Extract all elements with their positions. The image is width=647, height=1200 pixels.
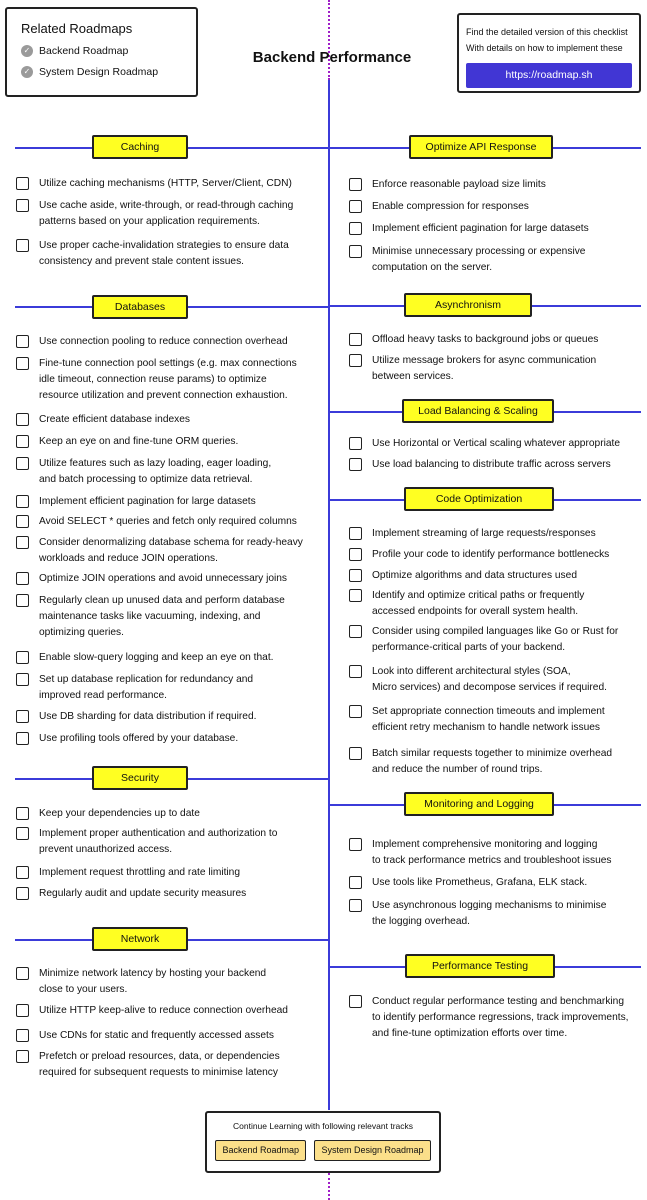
checklist-item — [349, 746, 612, 778]
checkbox[interactable] — [16, 515, 29, 528]
checkbox[interactable] — [16, 673, 29, 686]
item-text: Implement proper authentication and authorization to prevent unauthorized access. — [39, 828, 278, 855]
checkbox[interactable] — [349, 437, 362, 450]
checklist-item — [16, 334, 288, 350]
checkbox[interactable] — [16, 887, 29, 900]
item-text: Use profiling tools offered by your database. — [39, 733, 239, 744]
checkbox[interactable] — [16, 177, 29, 190]
checklist-item — [16, 826, 277, 858]
item-text: Utilize HTTP keep-alive to reduce connection overhead — [39, 1005, 288, 1016]
check-circle-icon: ✓ — [21, 45, 33, 57]
checklist-item — [16, 650, 273, 666]
checkbox[interactable] — [349, 200, 362, 213]
checkbox[interactable] — [16, 199, 29, 212]
checkbox[interactable] — [16, 572, 29, 585]
checklist-item — [349, 568, 577, 584]
top-dotted-connector — [328, 0, 330, 80]
checklist-item — [16, 966, 266, 998]
checklist-item — [16, 412, 190, 428]
checklist-item — [349, 624, 618, 656]
item-text: Prefetch or preload resources, data, or dependencies required for subsequent requests to minimise latency — [39, 1051, 280, 1078]
checkbox[interactable] — [16, 651, 29, 664]
checkbox[interactable] — [349, 333, 362, 346]
continue-learning-panel — [205, 1111, 441, 1173]
related-roadmaps-panel — [5, 7, 198, 97]
checkbox[interactable] — [349, 995, 362, 1008]
item-text: Implement efficient pagination for large datasets — [372, 223, 589, 234]
item-text: Use load balancing to distribute traffic across servers — [372, 459, 611, 470]
checklist-item — [16, 514, 297, 530]
item-text: Implement streaming of large requests/responses — [372, 528, 596, 539]
checklist-item — [16, 238, 289, 270]
checklist-item — [349, 221, 589, 237]
continue-backend-button[interactable]: Backend Roadmap — [215, 1140, 306, 1161]
item-text: Fine-tune connection pool settings (e.g. max connections idle timeout, connection reuse params) to optimize resource utilization and prevent connection exhaustion. — [39, 358, 297, 401]
checkbox[interactable] — [16, 866, 29, 879]
item-text: Enable slow-query logging and keep an eye on that. — [39, 652, 274, 663]
async-label: Asynchronism — [404, 293, 532, 317]
checklist-item — [16, 198, 293, 230]
checkbox[interactable] — [349, 354, 362, 367]
lb-label: Load Balancing & Scaling — [402, 399, 554, 423]
checkbox[interactable] — [16, 1004, 29, 1017]
checkbox[interactable] — [16, 335, 29, 348]
page-title: Backend Performance — [252, 49, 412, 66]
checkbox[interactable] — [349, 705, 362, 718]
checklist-item — [16, 494, 256, 510]
checklist-item — [349, 353, 596, 385]
item-text: Utilize features such as lazy loading, eager loading, and batch processing to optimize data retrieval. — [39, 458, 272, 485]
related-link-system-design[interactable] — [21, 66, 182, 78]
checklist-item — [16, 593, 285, 641]
checklist-item — [349, 199, 529, 215]
checkbox[interactable] — [349, 245, 362, 258]
item-text: Keep an eye on and fine-tune ORM queries. — [39, 436, 239, 447]
monitoring-label: Monitoring and Logging — [404, 792, 554, 816]
databases-label: Databases — [92, 295, 188, 319]
checkbox[interactable] — [16, 435, 29, 448]
item-text: Batch similar requests together to minimize overhead and reduce the number of round trips. — [372, 748, 613, 775]
checklist-item — [16, 806, 200, 822]
checklist-item — [349, 457, 611, 473]
checkbox[interactable] — [16, 827, 29, 840]
checkbox[interactable] — [349, 665, 362, 678]
checklist-item — [349, 898, 606, 930]
item-text: Optimize JOIN operations and avoid unnecessary joins — [39, 573, 288, 584]
item-text: Consider using compiled languages like Go or Rust for performance-critical parts of your backend. — [372, 626, 619, 653]
continue-system-design-button[interactable]: System Design Roadmap — [314, 1140, 430, 1161]
item-text: Create efficient database indexes — [39, 414, 191, 425]
item-text: Avoid SELECT * queries and fetch only required columns — [39, 516, 297, 527]
checklist-item — [349, 588, 584, 620]
checklist-item — [16, 1028, 274, 1044]
checklist-item — [16, 571, 287, 587]
check-circle-icon: ✓ — [21, 66, 33, 78]
checklist-item — [349, 547, 609, 563]
item-text: Use tools like Prometheus, Grafana, ELK stack. — [372, 877, 588, 888]
checkbox[interactable] — [16, 1029, 29, 1042]
checkbox[interactable] — [16, 457, 29, 470]
item-text: Enforce reasonable payload size limits — [372, 179, 546, 190]
checklist-item — [349, 332, 598, 348]
checkbox[interactable] — [349, 527, 362, 540]
checklist-item — [349, 244, 585, 276]
item-text: Minimize network latency by hosting your backend close to your users. — [39, 968, 267, 995]
item-text: Use asynchronous logging mechanisms to minimise the logging overhead. — [372, 900, 607, 927]
detail-line-2: With details on how to implement these — [466, 43, 623, 53]
item-text: Profile your code to identify performance bottlenecks — [372, 549, 610, 560]
checkbox[interactable] — [349, 899, 362, 912]
checklist-item — [16, 672, 253, 704]
checklist-item — [349, 704, 605, 736]
item-text: Enable compression for responses — [372, 201, 529, 212]
item-text: Identify and optimize critical paths or frequently accessed endpoints for overall system health. — [372, 590, 585, 617]
item-text: Use DB sharding for data distribution if required. — [39, 711, 257, 722]
item-text: Regularly audit and update security measures — [39, 888, 247, 899]
checklist-item — [16, 865, 240, 881]
item-text: Set appropriate connection timeouts and implement efficient retry mechanism to handle network issues — [372, 706, 605, 733]
continue-text: Continue Learning with following relevant tracks — [232, 1121, 413, 1131]
checklist-item — [16, 709, 256, 725]
item-text: Implement request throttling and rate limiting — [39, 867, 241, 878]
checkbox[interactable] — [16, 239, 29, 252]
network-label: Network — [92, 927, 188, 951]
checkbox[interactable] — [349, 222, 362, 235]
checklist-item — [349, 436, 620, 452]
checkbox[interactable] — [349, 569, 362, 582]
checklist-item — [349, 177, 546, 193]
checkbox[interactable] — [16, 967, 29, 980]
checkbox[interactable] — [349, 589, 362, 602]
item-text: Conduct regular performance testing and benchmarking to identify performance regressions, track improvements, and fine-tune optimization efforts over time. — [372, 996, 629, 1039]
item-text: Use connection pooling to reduce connection overhead — [39, 336, 288, 347]
caching-label: Caching — [92, 135, 188, 159]
checkbox[interactable] — [349, 747, 362, 760]
checkbox[interactable] — [349, 458, 362, 471]
related-link-backend[interactable] — [21, 45, 182, 57]
item-text: Optimize algorithms and data structures used — [372, 570, 577, 581]
checkbox[interactable] — [16, 357, 29, 370]
bottom-dotted-connector — [328, 1173, 330, 1200]
checklist-item — [16, 176, 292, 192]
checklist-item — [16, 456, 271, 488]
related-roadmaps-title: Related Roadmaps — [21, 21, 133, 36]
item-text: Set up database replication for redundancy and improved read performance. — [39, 674, 254, 701]
related-link-label: Backend Roadmap — [39, 45, 129, 57]
item-text: Use cache aside, write-through, or read-through caching patterns based on your application requirements. — [39, 200, 294, 227]
checkbox[interactable] — [16, 536, 29, 549]
checklist-item — [349, 526, 596, 542]
checkbox[interactable] — [16, 807, 29, 820]
checklist-item — [349, 837, 612, 869]
checklist-item — [16, 1049, 280, 1081]
item-text: Keep your dependencies up to date — [39, 808, 200, 819]
checkbox[interactable] — [349, 178, 362, 191]
checklist-item — [16, 535, 303, 567]
checkbox[interactable] — [16, 732, 29, 745]
item-text: Use CDNs for static and frequently accessed assets — [39, 1030, 274, 1041]
checklist-item — [16, 731, 238, 747]
checklist-item — [349, 994, 629, 1042]
item-text: Implement efficient pagination for large datasets — [39, 496, 256, 507]
item-text: Use proper cache-invalidation strategies to ensure data consistency and prevent stale content issues. — [39, 240, 289, 267]
roadmap-link-button[interactable]: https://roadmap.sh — [466, 63, 632, 88]
checkbox[interactable] — [349, 548, 362, 561]
related-link-label: System Design Roadmap — [39, 66, 159, 78]
main-spine — [328, 80, 330, 1110]
item-text: Use Horizontal or Vertical scaling whatever appropriate — [372, 438, 621, 449]
checkbox[interactable] — [16, 594, 29, 607]
item-text: Offload heavy tasks to background jobs or queues — [372, 334, 599, 345]
checkbox[interactable] — [349, 838, 362, 851]
checklist-item — [16, 886, 246, 902]
detail-line-1: Find the detailed version of this checklist — [466, 27, 628, 37]
item-text: Implement comprehensive monitoring and logging to track performance metrics and troubleshoot issues — [372, 839, 612, 866]
security-label: Security — [92, 766, 188, 790]
item-text: Minimise unnecessary processing or expensive computation on the server. — [372, 246, 586, 273]
item-text: Regularly clean up unused data and perform database maintenance tasks like vacuuming, indexing, and optimizing queries. — [39, 595, 285, 638]
checkbox[interactable] — [16, 413, 29, 426]
perf-label: Performance Testing — [405, 954, 555, 978]
checklist-item — [16, 434, 238, 450]
api-label: Optimize API Response — [409, 135, 553, 159]
checkbox[interactable] — [16, 710, 29, 723]
checkbox[interactable] — [349, 876, 362, 889]
item-text: Utilize message brokers for async communication between services. — [372, 355, 597, 382]
checklist-item — [16, 356, 297, 404]
checklist-item — [349, 664, 607, 696]
checklist-item — [349, 875, 587, 891]
detailed-version-panel — [457, 13, 641, 93]
item-text: Consider denormalizing database schema for ready-heavy workloads and reduce JOIN operations. — [39, 537, 303, 564]
item-text: Look into different architectural styles (SOA, Micro services) and decompose services if required. — [372, 666, 607, 693]
checkbox[interactable] — [16, 495, 29, 508]
checklist-item — [16, 1003, 288, 1019]
item-text: Utilize caching mechanisms (HTTP, Server/Client, CDN) — [39, 178, 292, 189]
code-label: Code Optimization — [404, 487, 554, 511]
checkbox[interactable] — [16, 1050, 29, 1063]
checkbox[interactable] — [349, 625, 362, 638]
